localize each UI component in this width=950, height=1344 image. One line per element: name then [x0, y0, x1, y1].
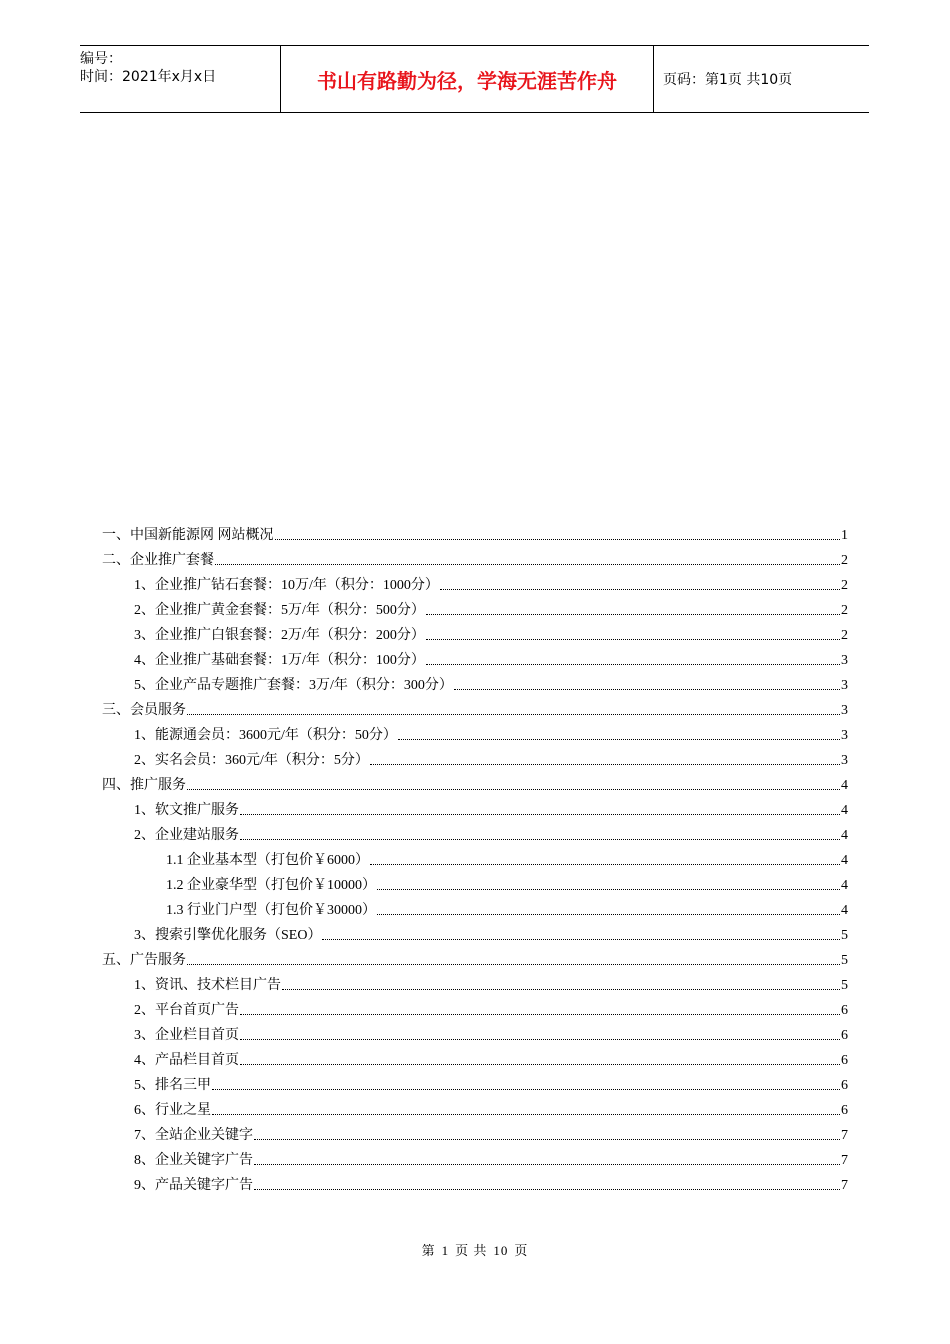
toc-entry-title: 四、推广服务	[102, 778, 186, 793]
toc-entry-page: 7	[841, 1153, 848, 1168]
toc-entry-title: 7、全站企业关键字	[134, 1128, 253, 1143]
footer-total-pages: 10	[493, 1243, 509, 1258]
toc-entry[interactable]	[102, 1148, 848, 1173]
toc-entry-page: 3	[841, 703, 848, 718]
toc-dot-leader	[254, 1139, 840, 1140]
page-footer	[0, 1240, 950, 1259]
toc-dot-leader	[275, 539, 841, 540]
toc-entry[interactable]	[102, 823, 848, 848]
toc-dot-leader	[240, 1064, 840, 1065]
toc-entry-page: 2	[841, 578, 848, 593]
toc-dot-leader	[240, 1039, 840, 1040]
toc-entry-title: 2、企业推广黄金套餐：5万/年（积分：500分）	[134, 603, 425, 618]
toc-entry-page: 2	[841, 553, 848, 568]
toc-entry-page: 3	[841, 653, 848, 668]
toc-entry-page: 2	[841, 628, 848, 643]
toc-dot-leader	[215, 564, 840, 565]
toc-dot-leader	[426, 614, 840, 615]
toc-entry-title: 9、产品关键字广告	[134, 1178, 253, 1193]
toc-entry[interactable]	[102, 973, 848, 998]
toc-entry-title: 3、搜索引擎优化服务（SEO）	[134, 928, 322, 943]
toc-dot-leader	[440, 589, 840, 590]
toc-dot-leader	[282, 989, 840, 990]
header-motto: 书山有路勤为径，学海无涯苦作舟	[280, 46, 654, 112]
footer-mid: 页 共	[455, 1243, 488, 1258]
toc-entry[interactable]	[102, 623, 848, 648]
footer-page-number: 1	[441, 1243, 450, 1258]
toc-entry-page: 4	[841, 828, 848, 843]
toc-dot-leader	[398, 739, 840, 740]
toc-entry-page: 2	[841, 603, 848, 618]
toc-entry[interactable]	[102, 723, 848, 748]
toc-dot-leader	[254, 1189, 840, 1190]
toc-entry[interactable]	[102, 1073, 848, 1098]
toc-entry-page: 5	[841, 978, 848, 993]
toc-dot-leader	[426, 664, 840, 665]
toc-entry-page: 5	[841, 928, 848, 943]
toc-dot-leader	[322, 939, 840, 940]
toc-entry-page: 6	[841, 1003, 848, 1018]
toc-dot-leader	[377, 889, 840, 890]
toc-entry-page: 6	[841, 1053, 848, 1068]
toc-entry-title: 五、广告服务	[102, 953, 186, 968]
footer-suffix: 页	[514, 1243, 529, 1258]
toc-entry[interactable]	[102, 523, 848, 548]
toc-entry-page: 1	[841, 528, 848, 543]
toc-dot-leader	[240, 839, 840, 840]
footer-prefix: 第	[421, 1243, 436, 1258]
toc-entry[interactable]	[102, 948, 848, 973]
toc-dot-leader	[212, 1114, 840, 1115]
toc-entry-title: 1、资讯、技术栏目广告	[134, 978, 281, 993]
toc-entry[interactable]	[102, 1023, 848, 1048]
toc-dot-leader	[454, 689, 840, 690]
toc-entry-page: 3	[841, 753, 848, 768]
toc-entry-page: 5	[841, 953, 848, 968]
toc-entry[interactable]	[102, 748, 848, 773]
toc-entry[interactable]	[102, 1048, 848, 1073]
toc-entry-title: 5、排名三甲	[134, 1078, 211, 1093]
toc-entry-title: 2、平台首页广告	[134, 1003, 239, 1018]
toc-entry[interactable]	[102, 898, 848, 923]
toc-dot-leader	[240, 1014, 840, 1015]
toc-dot-leader	[187, 964, 840, 965]
toc-entry-page: 6	[841, 1028, 848, 1043]
toc-entry-title: 一、中国新能源网 网站概况	[102, 528, 274, 543]
toc-entry[interactable]	[102, 1123, 848, 1148]
page-header	[80, 45, 869, 113]
toc-dot-leader	[254, 1164, 840, 1165]
toc-entry-page: 7	[841, 1128, 848, 1143]
toc-dot-leader	[240, 814, 840, 815]
toc-entry[interactable]	[102, 548, 848, 573]
toc-entry-title: 3、企业推广白银套餐：2万/年（积分：200分）	[134, 628, 425, 643]
toc-entry-title: 二、企业推广套餐	[102, 553, 214, 568]
toc-entry-title: 4、企业推广基础套餐：1万/年（积分：100分）	[134, 653, 425, 668]
toc-entry[interactable]	[102, 698, 848, 723]
toc-entry-page: 7	[841, 1178, 848, 1193]
header-page-label: 页码：第1页 共10页	[663, 72, 793, 88]
toc-entry-page: 6	[841, 1103, 848, 1118]
toc-entry-page: 4	[841, 853, 848, 868]
toc-dot-leader	[377, 914, 840, 915]
toc-entry[interactable]	[102, 873, 848, 898]
toc-entry[interactable]	[102, 1098, 848, 1123]
toc-entry-title: 1、能源通会员：3600元/年（积分：50分）	[134, 728, 397, 743]
toc-entry-title: 1、企业推广钻石套餐：10万/年（积分：1000分）	[134, 578, 439, 593]
toc-dot-leader	[187, 714, 840, 715]
header-time-label: 时间：2021年x月x日	[80, 69, 217, 85]
header-info-cell	[80, 46, 280, 112]
toc-entry[interactable]	[102, 848, 848, 873]
toc-entry[interactable]	[102, 923, 848, 948]
header-number-label: 编号：	[80, 51, 122, 67]
toc-dot-leader	[426, 639, 840, 640]
toc-dot-leader	[370, 764, 840, 765]
toc-entry-title: 1.1 企业基本型（打包价￥6000）	[166, 853, 369, 868]
toc-entry-title: 2、企业建站服务	[134, 828, 239, 843]
toc-entry-title: 5、企业产品专题推广套餐：3万/年（积分：300分）	[134, 678, 453, 693]
toc-entry[interactable]	[102, 673, 848, 698]
toc-entry[interactable]	[102, 998, 848, 1023]
toc-entry-title: 1、软文推广服务	[134, 803, 239, 818]
table-of-contents	[102, 523, 848, 1198]
toc-entry[interactable]	[102, 573, 848, 598]
toc-entry[interactable]	[102, 598, 848, 623]
toc-entry-title: 4、产品栏目首页	[134, 1053, 239, 1068]
toc-entry[interactable]	[102, 1173, 848, 1198]
toc-dot-leader	[187, 789, 840, 790]
toc-entry-page: 3	[841, 728, 848, 743]
toc-entry[interactable]	[102, 648, 848, 673]
toc-entry-page: 4	[841, 778, 848, 793]
toc-entry[interactable]	[102, 798, 848, 823]
toc-entry-title: 3、企业栏目首页	[134, 1028, 239, 1043]
toc-entry-title: 三、会员服务	[102, 703, 186, 718]
toc-entry-page: 3	[841, 678, 848, 693]
toc-entry-title: 2、实名会员：360元/年（积分：5分）	[134, 753, 369, 768]
toc-entry-title: 8、企业关键字广告	[134, 1153, 253, 1168]
toc-entry-title: 6、行业之星	[134, 1103, 211, 1118]
toc-entry-page: 6	[841, 1078, 848, 1093]
toc-entry-page: 4	[841, 803, 848, 818]
toc-dot-leader	[212, 1089, 840, 1090]
toc-entry-title: 1.3 行业门户型（打包价￥30000）	[166, 903, 376, 918]
toc-entry[interactable]	[102, 773, 848, 798]
toc-entry-title: 1.2 企业豪华型（打包价￥10000）	[166, 878, 376, 893]
toc-entry-page: 4	[841, 903, 848, 918]
toc-dot-leader	[370, 864, 840, 865]
toc-entry-page: 4	[841, 878, 848, 893]
